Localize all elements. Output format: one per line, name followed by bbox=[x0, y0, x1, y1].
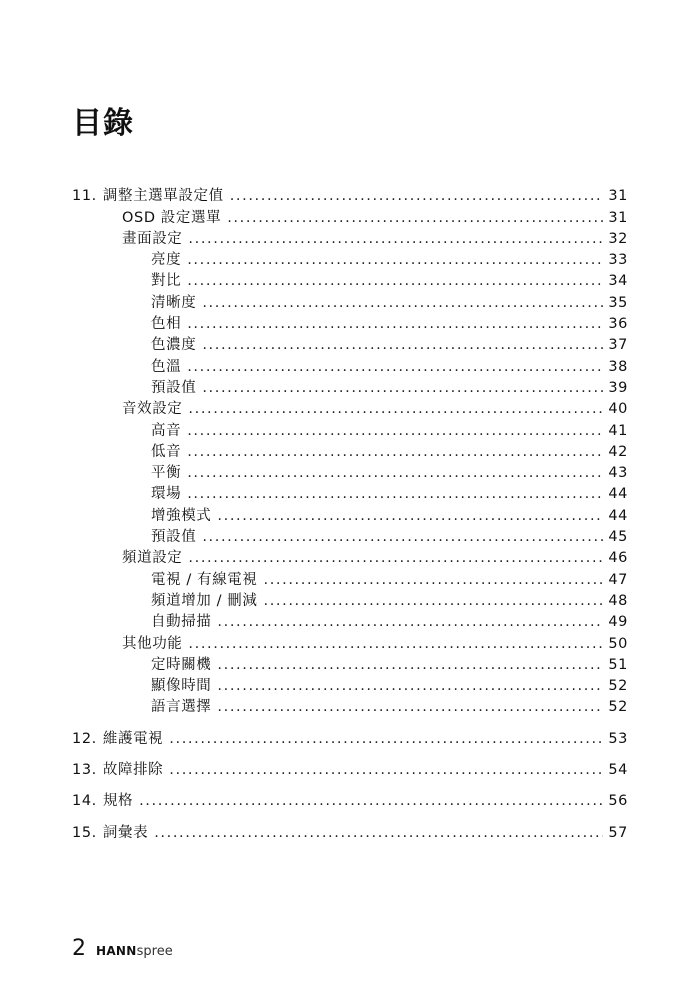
toc-entry-page: 49 bbox=[608, 614, 628, 631]
toc-entry[interactable] bbox=[72, 440, 628, 461]
toc-dot-leader bbox=[202, 528, 603, 546]
toc-entry-page: 57 bbox=[608, 824, 628, 841]
toc-entry-page: 43 bbox=[608, 465, 628, 482]
toc-entry-label: 其他功能 bbox=[122, 635, 183, 652]
toc-entry[interactable] bbox=[72, 354, 628, 375]
toc-dot-leader bbox=[187, 485, 603, 503]
toc-entry[interactable] bbox=[72, 610, 628, 631]
toc-entry-label: 預設值 bbox=[151, 379, 197, 396]
toc-dot-leader bbox=[264, 571, 604, 589]
toc-entry-page: 52 bbox=[608, 678, 628, 695]
toc-entry-label: 維護電視 bbox=[102, 730, 164, 747]
toc-entry[interactable] bbox=[72, 631, 628, 652]
toc-dot-leader bbox=[202, 336, 603, 354]
toc-entry-page: 50 bbox=[608, 635, 628, 652]
toc-entry-page: 37 bbox=[608, 337, 628, 354]
toc-entry-label: 環場 bbox=[151, 486, 182, 503]
toc-entry-page: 41 bbox=[608, 422, 628, 439]
toc-dot-leader bbox=[188, 635, 603, 653]
toc-entry[interactable] bbox=[72, 546, 628, 567]
toc-entry[interactable] bbox=[72, 205, 628, 226]
toc-entry-label: 預設值 bbox=[151, 529, 197, 546]
toc-entry-label: OSD 設定選單 bbox=[122, 209, 222, 226]
toc-entry-page: 40 bbox=[608, 401, 628, 418]
toc-dot-leader bbox=[217, 677, 603, 695]
toc-dot-leader bbox=[217, 613, 603, 631]
toc-entry[interactable] bbox=[72, 589, 628, 610]
toc-dot-leader bbox=[187, 464, 603, 482]
toc-dot-leader bbox=[187, 358, 603, 376]
toc-entry[interactable] bbox=[72, 248, 628, 269]
toc-entry-label: 增強模式 bbox=[151, 507, 212, 524]
toc-entry-page: 38 bbox=[608, 358, 628, 375]
toc-entry[interactable] bbox=[72, 567, 628, 588]
toc-entry-label: 亮度 bbox=[151, 252, 182, 269]
toc-dot-leader bbox=[187, 315, 603, 333]
toc-dot-leader bbox=[217, 507, 603, 525]
toc-entry[interactable] bbox=[72, 397, 628, 418]
toc-entry-label: 音效設定 bbox=[122, 401, 183, 418]
toc-entry[interactable] bbox=[72, 695, 628, 716]
toc-entry[interactable] bbox=[72, 758, 628, 779]
toc-entry[interactable] bbox=[72, 726, 628, 747]
toc-entry[interactable] bbox=[72, 482, 628, 503]
toc-dot-leader bbox=[230, 187, 604, 205]
toc-entry-number: 15. bbox=[72, 824, 97, 841]
toc-entry-number: 14. bbox=[72, 793, 97, 810]
toc-entry-page: 39 bbox=[608, 379, 628, 396]
page-footer bbox=[72, 936, 173, 961]
toc-entry-label: 清晰度 bbox=[151, 294, 197, 311]
toc-dot-leader bbox=[187, 422, 603, 440]
toc-dot-leader bbox=[217, 698, 603, 716]
toc-entry[interactable] bbox=[72, 333, 628, 354]
toc-entry-label: 電視 / 有線電視 bbox=[151, 571, 258, 588]
toc-entry-page: 31 bbox=[608, 209, 628, 226]
toc-entry-label: 色濃度 bbox=[151, 337, 197, 354]
toc-entry[interactable] bbox=[72, 789, 628, 810]
toc-entry-page: 42 bbox=[608, 443, 628, 460]
toc-entry-label: 調整主選單設定值 bbox=[102, 188, 224, 205]
table-of-contents bbox=[72, 184, 628, 842]
toc-entry-label: 低音 bbox=[151, 443, 182, 460]
toc-entry-page: 33 bbox=[608, 252, 628, 269]
toc-entry[interactable] bbox=[72, 820, 628, 841]
toc-entry-label: 色溫 bbox=[151, 358, 182, 375]
toc-entry-page: 44 bbox=[608, 486, 628, 503]
toc-entry[interactable] bbox=[72, 227, 628, 248]
toc-dot-leader bbox=[188, 400, 603, 418]
toc-entry-page: 51 bbox=[608, 656, 628, 673]
toc-entry-number: 11. bbox=[72, 188, 97, 205]
toc-entry-label: 頻道設定 bbox=[122, 550, 183, 567]
toc-entry-number: 13. bbox=[72, 762, 97, 779]
toc-entry-label: 自動掃描 bbox=[151, 614, 212, 631]
toc-entry-page: 44 bbox=[608, 507, 628, 524]
toc-dot-leader bbox=[187, 251, 603, 269]
toc-entry-label: 故障排除 bbox=[102, 762, 164, 779]
toc-dot-leader bbox=[217, 656, 603, 674]
toc-entry[interactable] bbox=[72, 290, 628, 311]
toc-dot-leader bbox=[139, 792, 603, 810]
toc-dot-leader bbox=[169, 761, 603, 779]
toc-entry-label: 定時關機 bbox=[151, 656, 212, 673]
toc-entry-page: 45 bbox=[608, 529, 628, 546]
toc-dot-leader bbox=[202, 294, 603, 312]
toc-dot-leader bbox=[187, 272, 603, 290]
brand-logo bbox=[96, 940, 173, 959]
toc-entry[interactable] bbox=[72, 376, 628, 397]
toc-entry-label: 畫面設定 bbox=[122, 230, 183, 247]
toc-entry-page: 48 bbox=[608, 592, 628, 609]
toc-entry-page: 56 bbox=[608, 793, 628, 810]
toc-entry[interactable] bbox=[72, 674, 628, 695]
page-title: 目錄 bbox=[72, 106, 134, 141]
toc-dot-leader bbox=[264, 592, 604, 610]
toc-entry-page: 34 bbox=[608, 273, 628, 290]
toc-entry-label: 高音 bbox=[151, 422, 182, 439]
toc-entry[interactable] bbox=[72, 461, 628, 482]
toc-entry-page: 53 bbox=[608, 730, 628, 747]
brand-logo-bold: HANN bbox=[96, 944, 137, 958]
toc-entry-page: 46 bbox=[608, 550, 628, 567]
toc-dot-leader bbox=[169, 730, 603, 748]
toc-entry-page: 47 bbox=[608, 571, 628, 588]
toc-entry-label: 規格 bbox=[102, 793, 134, 810]
toc-entry[interactable] bbox=[72, 184, 628, 205]
toc-entry-page: 32 bbox=[608, 230, 628, 247]
brand-logo-light: spree bbox=[136, 944, 173, 959]
toc-entry[interactable] bbox=[72, 418, 628, 439]
toc-entry-label: 詞彙表 bbox=[102, 824, 149, 841]
toc-entry-label: 平衡 bbox=[151, 465, 182, 482]
toc-entry-page: 52 bbox=[608, 699, 628, 716]
toc-dot-leader bbox=[154, 824, 603, 842]
toc-entry-page: 36 bbox=[608, 316, 628, 333]
toc-dot-leader bbox=[188, 549, 603, 567]
toc-entry-number: 12. bbox=[72, 730, 97, 747]
toc-entry[interactable] bbox=[72, 525, 628, 546]
footer-page-number: 2 bbox=[72, 936, 86, 961]
toc-dot-leader bbox=[227, 209, 603, 227]
toc-entry-page: 31 bbox=[608, 188, 628, 205]
toc-dot-leader bbox=[202, 379, 603, 397]
toc-entry-label: 顯像時間 bbox=[151, 678, 212, 695]
toc-entry-label: 頻道增加 / 刪減 bbox=[151, 592, 258, 609]
toc-entry-label: 色相 bbox=[151, 316, 182, 333]
toc-entry[interactable] bbox=[72, 503, 628, 524]
toc-entry[interactable] bbox=[72, 312, 628, 333]
toc-dot-leader bbox=[188, 230, 603, 248]
toc-dot-leader bbox=[187, 443, 603, 461]
toc-entry-label: 語言選擇 bbox=[151, 699, 212, 716]
toc-entry-label: 對比 bbox=[151, 273, 182, 290]
toc-entry[interactable] bbox=[72, 653, 628, 674]
toc-entry-page: 35 bbox=[608, 294, 628, 311]
toc-entry[interactable] bbox=[72, 269, 628, 290]
toc-entry-page: 54 bbox=[608, 762, 628, 779]
